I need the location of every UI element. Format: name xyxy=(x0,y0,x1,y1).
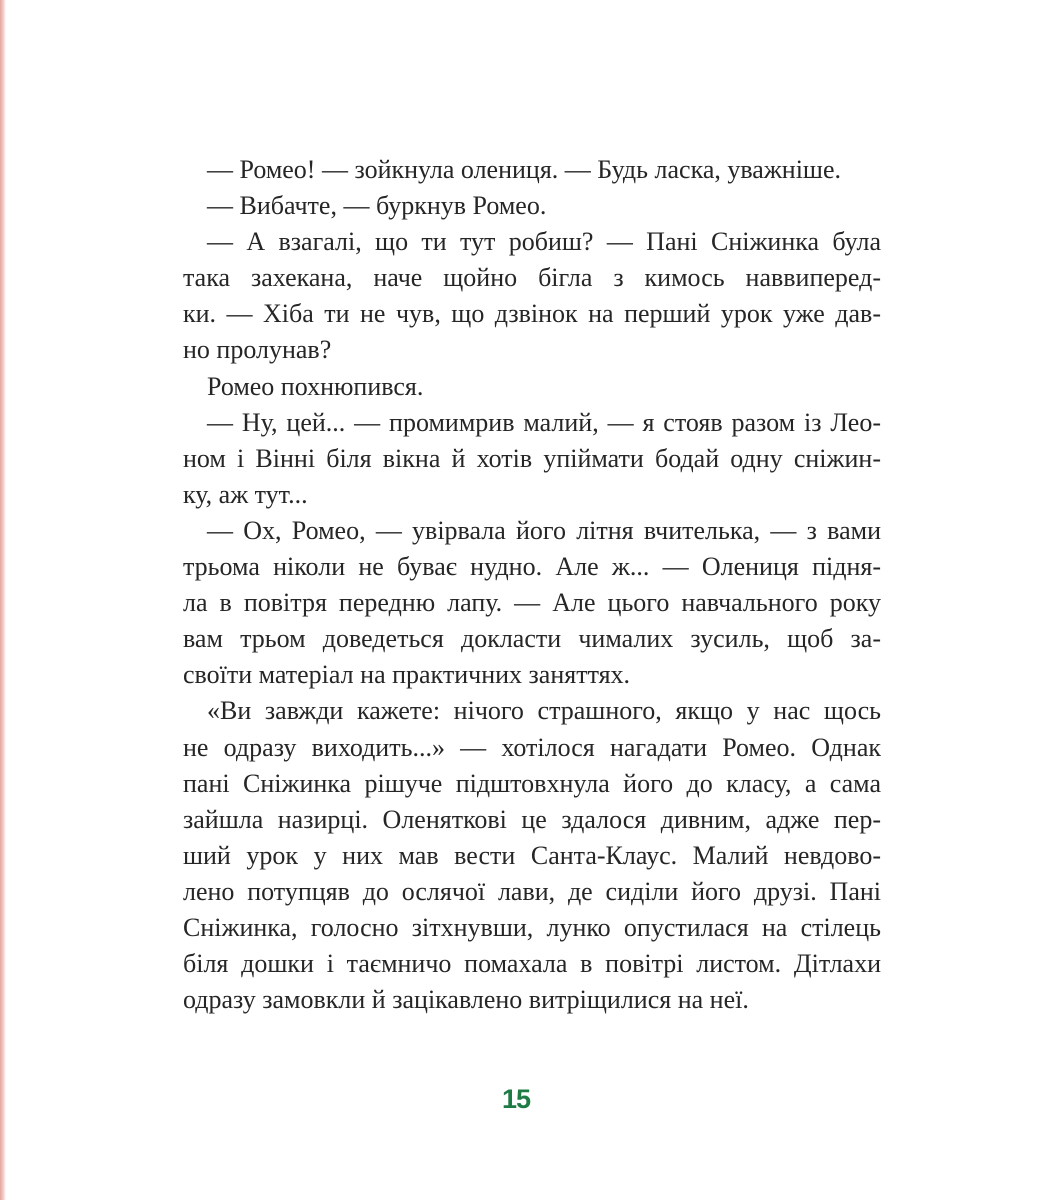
text-line: одразу замовкли й зацікавлено витріщилися на неї. xyxy=(183,985,749,1015)
text-line: Ромео похнюпився. xyxy=(207,371,424,401)
text-line: лено потупцяв до ослячої лави, де сиділи його друзі. Пані xyxy=(183,876,881,906)
text-line: своїти матеріал на практичних заняттях. xyxy=(183,660,631,690)
text-line: зайшла назирці. Оленяткові це здалося дивним, адже пер- xyxy=(183,804,881,834)
text-line: така захекана, наче щойно бігла з кимось наввиперед- xyxy=(183,263,881,293)
text-line: трьома ніколи не буває нудно. Але ж... — Олениця підня- xyxy=(183,552,881,582)
text-line: ки. — Хіба ти не чув, що дзвінок на перший урок уже дав- xyxy=(183,299,881,329)
text-line: — Вибачте, — буркнув Ромео. xyxy=(207,191,547,221)
text-line: ла в повітря передню лапу. — Але цього навчального року xyxy=(183,588,881,618)
text-line: Сніжинка, голосно зітхнувши, лунко опустилася на стілець xyxy=(183,912,881,942)
text-line: ку, аж тут... xyxy=(183,479,308,509)
text-block xyxy=(183,152,881,1018)
text-line: ном і Вінні біля вікна й хотів упіймати бодай одну сніжин- xyxy=(183,443,881,473)
text-line: «Ви завжди кажете: нічого страшного, якщо у нас щось xyxy=(207,696,881,726)
text-line: но пролунав? xyxy=(183,335,332,365)
text-line: — А взагалі, що ти тут робиш? — Пані Сніжинка була xyxy=(207,227,881,257)
text-line: — Ох, Ромео, — увірвала його літня вчителька, — з вами xyxy=(207,515,881,545)
text-line: пані Сніжинка рішуче підштовхнула його до класу, а сама xyxy=(183,768,881,798)
page-number: 15 xyxy=(501,1084,531,1114)
text-line: — Ромео! — зойкнула олениця. — Будь ласка, уважніше. xyxy=(207,155,841,184)
text-line: ший урок у них мав вести Санта-Клаус. Малий невдово- xyxy=(183,840,881,870)
page-edge-strip xyxy=(0,0,6,1200)
text-line: вам трьом доведеться докласти чималих зусиль, щоб за- xyxy=(183,624,881,654)
text-line: біля дошки і таємничо помахала в повітрі листом. Дітлахи xyxy=(183,949,881,979)
text-line: не одразу виходить...» — хотілося нагадати Ромео. Однак xyxy=(183,732,881,762)
text-line: — Ну, цей... — промимрив малий, — я стояв разом із Лео- xyxy=(207,407,881,437)
